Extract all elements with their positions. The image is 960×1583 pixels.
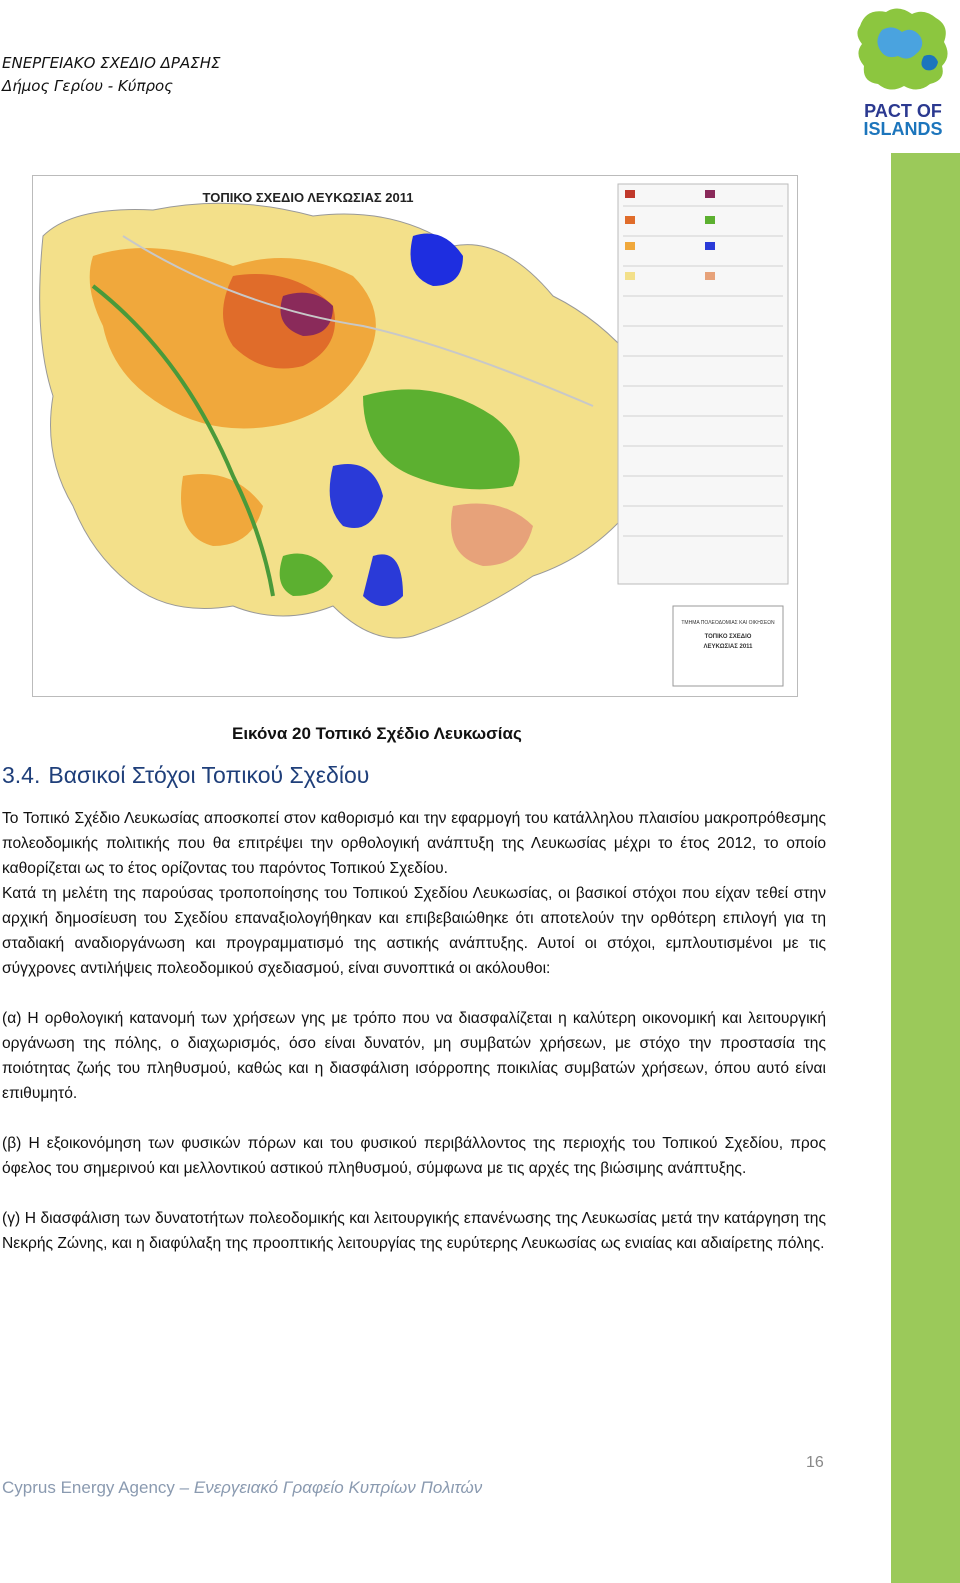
body-text [2, 806, 826, 1256]
section-number: 3.4. [2, 762, 41, 788]
paragraph-intro: Το Τοπικό Σχέδιο Λευκωσίας αποσκοπεί στον καθορισμό και την εφαρμογή του κατάλληλου πλαισίου μακροπρόθεσμης πολεοδομικής πολιτικής που θα επιτρέψει την ορθολογική ανάπτυξη της Λευκωσίας μέχρι το έτος 2012, το οποίο καθορίζεται ως το έτος ορίζοντας του παρόντος Τοπικού Σχεδίου. [2, 810, 826, 877]
local-plan-map [33, 176, 797, 696]
side-green-bar [891, 153, 960, 1583]
header-subtitle: Δήμος Γερίου - Κύπρος [2, 77, 173, 95]
figure-caption: Εικόνα 20 Τοπικό Σχέδιο Λευκωσίας [232, 724, 522, 743]
footer-org: Cyprus Energy Agency [2, 1478, 175, 1497]
logo-line2: ISLANDS [863, 119, 943, 139]
footer-dash: – [179, 1478, 190, 1497]
title-block-line1: ΤΜΗΜΑ ΠΟΛΕΟΔΟΜΙΑΣ ΚΑΙ ΟΙΚΗΣΕΩΝ [681, 620, 775, 626]
paragraph-objective-a: (α) Η ορθολογική κατανομή των χρήσεων γης με τρόπο που να διασφαλίζεται η καλύτερη οικονομική και λειτουργική οργάνωση της πόλης, ο διαχωρισμός, όσο είναι δυνατόν, μη συμβατών χρήσεων, με στόχο την προστασία της ποιότητας ζωής του πληθυσμού, καθώς και η διασφάλιση ισόρροπης ποικιλίας συμβατών χρήσεων, όπου αυτό είναι επιθυμητό. [2, 1010, 826, 1102]
page-header [2, 52, 220, 98]
page-number: 16 [806, 1454, 824, 1471]
header-title: ΕΝΕΡΓΕΙΑΚΟ ΣΧΕΔΙΟ ΔΡΑΣΗΣ [2, 54, 221, 72]
map-figure [32, 175, 798, 697]
title-block-line3: ΛΕΥΚΩΣΙΑΣ 2011 [703, 644, 753, 650]
paragraph-objective-c: (γ) Η διασφάλιση των δυνατοτήτων πολεοδομικής και λειτουργικής επανένωσης της Λευκωσίας μετά την κατάργηση της Νεκρής Ζώνης, και η διαφύλαξη της προοπτικής λειτουργίας της ευρύτερης Λευκωσίας ως ενιαίας και αδιαίρετης πόλης. [2, 1210, 826, 1252]
section-heading [2, 762, 377, 789]
section-title: Βασικοί Στόχοι Τοπικού Σχεδίου [48, 762, 370, 788]
logo-line1: PACT OF [864, 101, 942, 121]
paragraph-objectives-intro: Κατά τη μελέτη της παρούσας τροποποίησης του Τοπικού Σχεδίου Λευκωσίας, οι βασικοί στόχοι που είχαν τεθεί στην αρχική δημοσίευση του Σχεδίου επαναξιολογήθηκαν και επιβεβαιώθηκε ότι αποτελούν την ορθότερη επιλογή για τη σταδιακή αναδιοργάνωση και προγραμματισμό της αστικής ανάπτυξης. Αυτοί οι στόχοι, εμπλουτισμένοι με τις σύγχρονες αντιλήψεις πολεοδομικού σχεδιασμού, είναι συνοπτικά οι ακόλουθοι: [2, 885, 826, 977]
page-footer [2, 1478, 482, 1498]
pact-of-islands-logo [852, 4, 954, 140]
paragraph-objective-b: (β) Η εξοικονόμηση των φυσικών πόρων και του φυσικού περιβάλλοντος της περιοχής του Τοπικού Σχεδίου, προς όφελος του σημερινού και μελλοντικού αστικού πληθυσμού, σύμφωνα με τις αρχές της βιώσιμης ανάπτυξης. [2, 1135, 826, 1177]
footer-org-gr: Ενεργειακό Γραφείο Κυπρίων Πολιτών [193, 1478, 483, 1497]
title-block-line2: ΤΟΠΙΚΟ ΣΧΕΔΙΟ [704, 634, 752, 640]
map-title: ΤΟΠΙΚΟ ΣΧΕΔΙΟ ΛΕΥΚΩΣΙΑΣ 2011 [202, 190, 414, 205]
